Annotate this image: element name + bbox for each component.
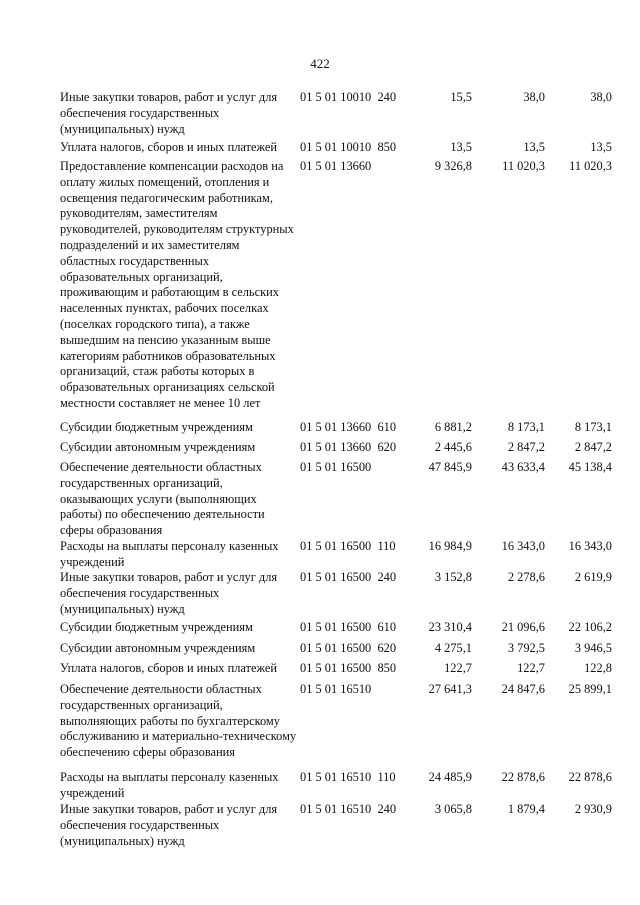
row-value-2: 38,0 — [523, 90, 545, 104]
row-name: Предоставление компенсации расходов на оплату жилых помещений, отопления и освещения педагогическим работникам, руководителям, заместителям руководителей, руководителям структурных подразделений и их заместителям областных государственных образовательных организаций, проживающим и работающим в сельских населенных пунктах, рабочих поселках (поселках городского типа), а также вышедшим на пенсию указанным выше категориям работников образовательных организаций, стаж работы которых в образовательных организациях сельской местности составляет не менее 10 лет — [60, 159, 294, 410]
row-value-1: 4 275,1 — [434, 641, 472, 655]
row-name: Обеспечение деятельности областных государственных организаций, оказывающих услуги (выполняющих работы) по обеспечению деятельности сферы образования — [60, 460, 265, 538]
row-name: Расходы на выплаты персоналу казенных учреждений — [60, 539, 279, 569]
row-value-3: 13,5 — [590, 140, 612, 154]
row-code: 01 5 01 16510 240 — [300, 802, 397, 816]
table-row — [0, 682, 640, 766]
row-name: Уплата налогов, сборов и иных платежей — [60, 661, 278, 675]
row-name: Субсидии бюджетным учреждениям — [60, 620, 253, 634]
row-value-3: 3 946,5 — [574, 641, 612, 655]
row-code: 01 5 01 16500 850 — [300, 661, 397, 675]
row-value-1: 122,7 — [444, 661, 472, 675]
table-row — [0, 159, 640, 417]
row-value-1: 27 641,3 — [428, 682, 472, 696]
row-value-3: 8 173,1 — [574, 420, 612, 434]
row-code: 01 5 01 13660 610 — [300, 420, 397, 434]
row-value-1: 3 152,8 — [434, 570, 472, 584]
row-code: 01 5 01 16510 — [300, 682, 372, 696]
row-name: Обеспечение деятельности областных государственных организаций, выполняющих работы по бухгалтерскому обслуживанию и материально-техническому обеспечению сферы образования — [60, 682, 297, 760]
row-name: Субсидии автономным учреждениям — [60, 440, 256, 454]
row-name: Уплата налогов, сборов и иных платежей — [60, 140, 278, 154]
row-code: 01 5 01 10010 850 — [300, 140, 397, 154]
row-value-2: 8 173,1 — [507, 420, 545, 434]
row-value-2: 122,7 — [517, 661, 545, 675]
row-code: 01 5 01 13660 620 — [300, 440, 397, 454]
row-value-2: 22 878,6 — [501, 770, 545, 784]
row-value-2: 13,5 — [523, 140, 545, 154]
row-code: 01 5 01 16500 — [300, 460, 372, 474]
row-code: 01 5 01 13660 — [300, 159, 372, 173]
row-name: Иные закупки товаров, работ и услуг для обеспечения государственных (муниципальных) нужд — [60, 802, 278, 848]
row-code: 01 5 01 16510 110 — [300, 770, 396, 784]
row-name: Субсидии бюджетным учреждениям — [60, 420, 253, 434]
row-value-3: 22 878,6 — [568, 770, 612, 784]
row-value-3: 45 138,4 — [568, 460, 612, 474]
row-name: Иные закупки товаров, работ и услуг для обеспечения государственных (муниципальных) нужд — [60, 90, 278, 136]
table-row — [0, 460, 640, 536]
row-code: 01 5 01 16500 620 — [300, 641, 397, 655]
row-value-3: 2 930,9 — [574, 802, 612, 816]
row-value-3: 22 106,2 — [568, 620, 612, 634]
table-row — [0, 661, 640, 678]
row-value-1: 15,5 — [450, 90, 472, 104]
table-row — [0, 539, 640, 569]
row-code: 01 5 01 16500 240 — [300, 570, 397, 584]
row-code: 01 5 01 10010 240 — [300, 90, 397, 104]
row-value-1: 47 845,9 — [428, 460, 472, 474]
row-value-1: 2 445,6 — [434, 440, 472, 454]
row-value-2: 43 633,4 — [501, 460, 545, 474]
table-row — [0, 90, 640, 138]
row-value-2: 11 020,3 — [502, 159, 545, 173]
row-name: Иные закупки товаров, работ и услуг для обеспечения государственных (муниципальных) нужд — [60, 570, 278, 616]
page-number: 422 — [310, 56, 330, 71]
row-value-3: 25 899,1 — [568, 682, 612, 696]
row-name: Субсидии автономным учреждениям — [60, 641, 256, 655]
table-row — [0, 140, 640, 157]
row-value-2: 2 847,2 — [507, 440, 545, 454]
row-value-2: 2 278,6 — [507, 570, 545, 584]
table-row — [0, 420, 640, 437]
table-row — [0, 570, 640, 618]
row-value-3: 38,0 — [590, 90, 612, 104]
row-value-3: 122,8 — [584, 661, 612, 675]
row-code: 01 5 01 16500 610 — [300, 620, 397, 634]
table-row — [0, 770, 640, 800]
row-value-3: 11 020,3 — [569, 159, 612, 173]
row-value-2: 21 096,6 — [501, 620, 545, 634]
row-value-1: 3 065,8 — [434, 802, 472, 816]
row-value-1: 6 881,2 — [434, 420, 472, 434]
row-value-1: 23 310,4 — [428, 620, 472, 634]
row-value-3: 2 619,9 — [574, 570, 612, 584]
row-code: 01 5 01 16500 110 — [300, 539, 396, 553]
row-value-3: 16 343,0 — [568, 539, 612, 553]
row-value-1: 16 984,9 — [428, 539, 472, 553]
row-value-2: 3 792,5 — [507, 641, 545, 655]
table-row — [0, 440, 640, 457]
row-value-2: 1 879,4 — [507, 802, 545, 816]
table-row — [0, 641, 640, 658]
table-row — [0, 620, 640, 637]
row-value-1: 9 326,8 — [434, 159, 472, 173]
row-value-1: 24 485,9 — [428, 770, 472, 784]
row-name: Расходы на выплаты персоналу казенных учреждений — [60, 770, 279, 800]
row-value-3: 2 847,2 — [574, 440, 612, 454]
row-value-2: 16 343,0 — [501, 539, 545, 553]
row-value-1: 13,5 — [450, 140, 472, 154]
table-row — [0, 802, 640, 850]
row-value-2: 24 847,6 — [501, 682, 545, 696]
